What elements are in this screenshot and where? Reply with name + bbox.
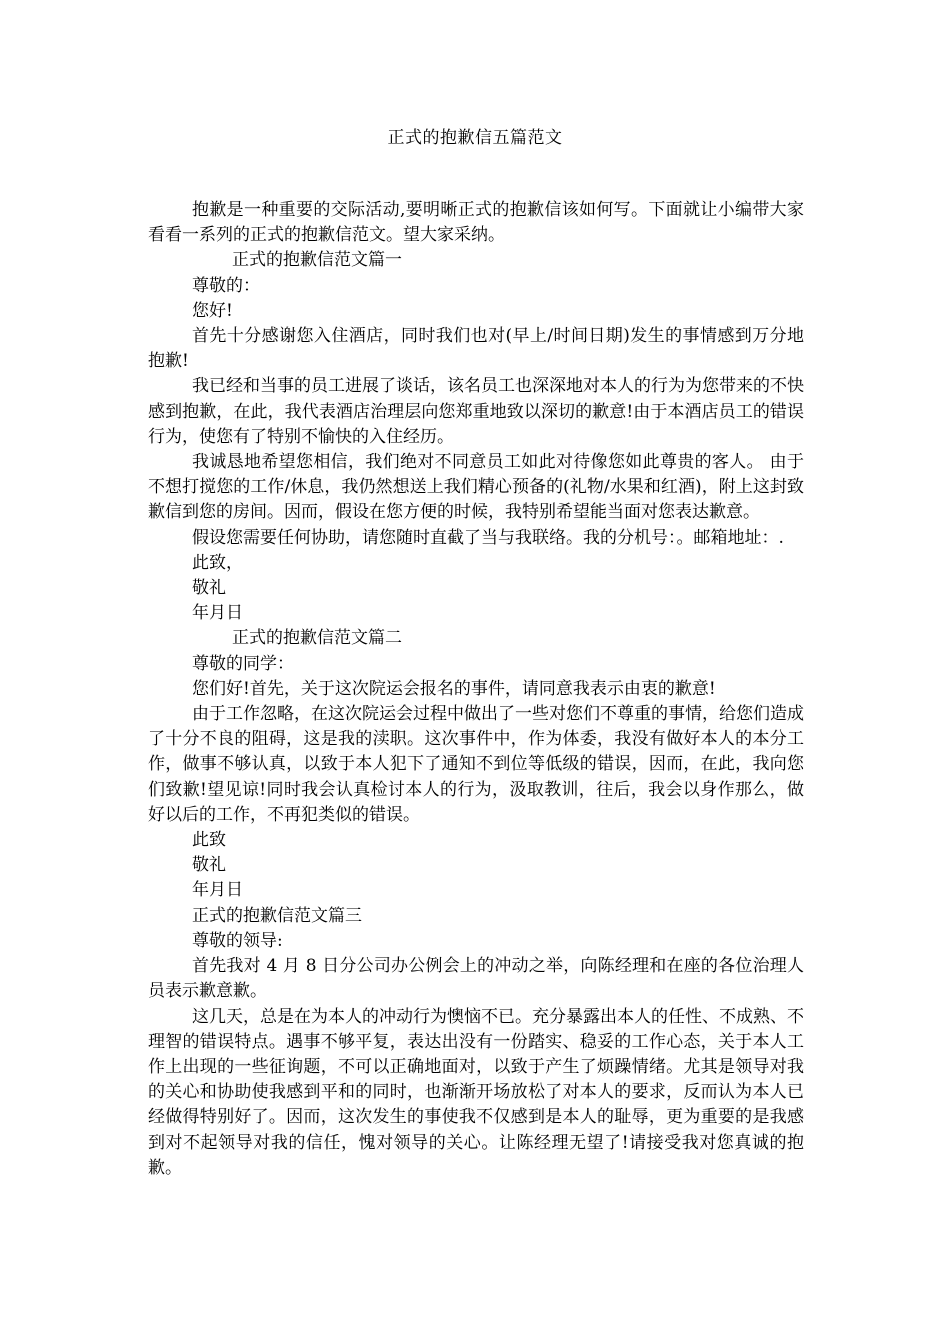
paragraph: 我诚恳地希望您相信，我们绝对不同意员工如此对待像您如此尊贵的客人。 由于不想打搅您的工作/休息，我仍然想送上我们精心预备的(礼物/水果和红酒)，附上这封致歉信到您的房间。因而，假设在您方便的时候，我特别希望能当面对您表达歉意。 bbox=[148, 452, 804, 523]
paragraph: 抱歉是一种重要的交际活动,要明晰正式的抱歉信该如何写。下面就让小编带大家看看一系列的正式的抱歉信范文。望大家采纳。 bbox=[148, 200, 804, 246]
paragraph: 首先十分感谢您入住酒店，同时我们也对(早上/时间日期)发生的事情感到万分地抱歉! bbox=[148, 326, 804, 372]
paragraph: 尊敬的领导: bbox=[192, 930, 283, 951]
document-title: 正式的抱歉信五篇范文 bbox=[387, 128, 563, 148]
paragraph: 年月日 bbox=[192, 880, 243, 901]
paragraph: 假设您需要任何协助，请您随时直截了当与我联络。我的分机号：。邮箱地址：. bbox=[192, 527, 784, 548]
paragraph: 这几天，总是在为本人的冲动行为懊恼不已。充分暴露出本人的任性、不成熟、不理智的错误特点。遇事不够平复，表达出没有一份踏实、稳妥的工作心态，关于本人工作上出现的一些征询题，不可以正确地面对，以致于产生了烦躁情绪。尤其是领导对我的关心和协助使我感到平和的同时，也渐渐开场放松了对本人的要求，反而认为本人已经做得特别好了。因而，这次发生的事使我不仅感到是本人的耻辱，更为重要的是我感到对不起领导对我的信任，愧对领导的关心。让陈经理无望了!请接受我对您真诚的抱歉。 bbox=[148, 1006, 804, 1178]
paragraph: 您们好!首先，关于这次院运会报名的事件，请同意我表示由衷的歉意! bbox=[192, 678, 716, 699]
section-heading: 正式的抱歉信范文篇二 bbox=[232, 628, 402, 649]
paragraph: 您好! bbox=[192, 300, 233, 321]
section-heading: 正式的抱歉信范文篇一 bbox=[232, 250, 402, 271]
paragraph: 此致 bbox=[192, 830, 226, 851]
paragraph: 尊敬的： bbox=[192, 275, 260, 296]
paragraph: 尊敬的同学： bbox=[192, 653, 294, 674]
paragraph: 敬礼 bbox=[192, 855, 226, 876]
document-body bbox=[148, 198, 804, 1181]
paragraph: 由于工作忽略，在这次院运会过程中做出了一些对您们不尊重的事情，给您们造成了十分不良的阻碍，这是我的渎职。这次事件中，作为体委，我没有做好本人的本分工作，做事不够认真，以致于本人犯下了通知不到位等低级的错误，因而，在此，我向您们致歉!望见谅!同时我会认真检讨本人的行为，汲取教训，往后，我会以身作那么，做好以后的工作，不再犯类似的错误。 bbox=[148, 704, 804, 825]
paragraph: 我已经和当事的员工进展了谈话，该名员工也深深地对本人的行为为您带来的不快感到抱歉，在此，我代表酒店治理层向您郑重地致以深切的歉意!由于本酒店员工的错误行为，使您有了特别不愉快的入住经历。 bbox=[148, 376, 804, 447]
paragraph: 首先我对 4 月 8 日分公司办公例会上的冲动之举，向陈经理和在座的各位治理人员表示歉意歉。 bbox=[148, 956, 804, 1002]
paragraph: 敬礼 bbox=[192, 578, 226, 599]
paragraph: 正式的抱歉信范文篇三 bbox=[192, 905, 362, 926]
paragraph: 此致， bbox=[192, 552, 243, 573]
paragraph: 年月日 bbox=[192, 603, 243, 624]
